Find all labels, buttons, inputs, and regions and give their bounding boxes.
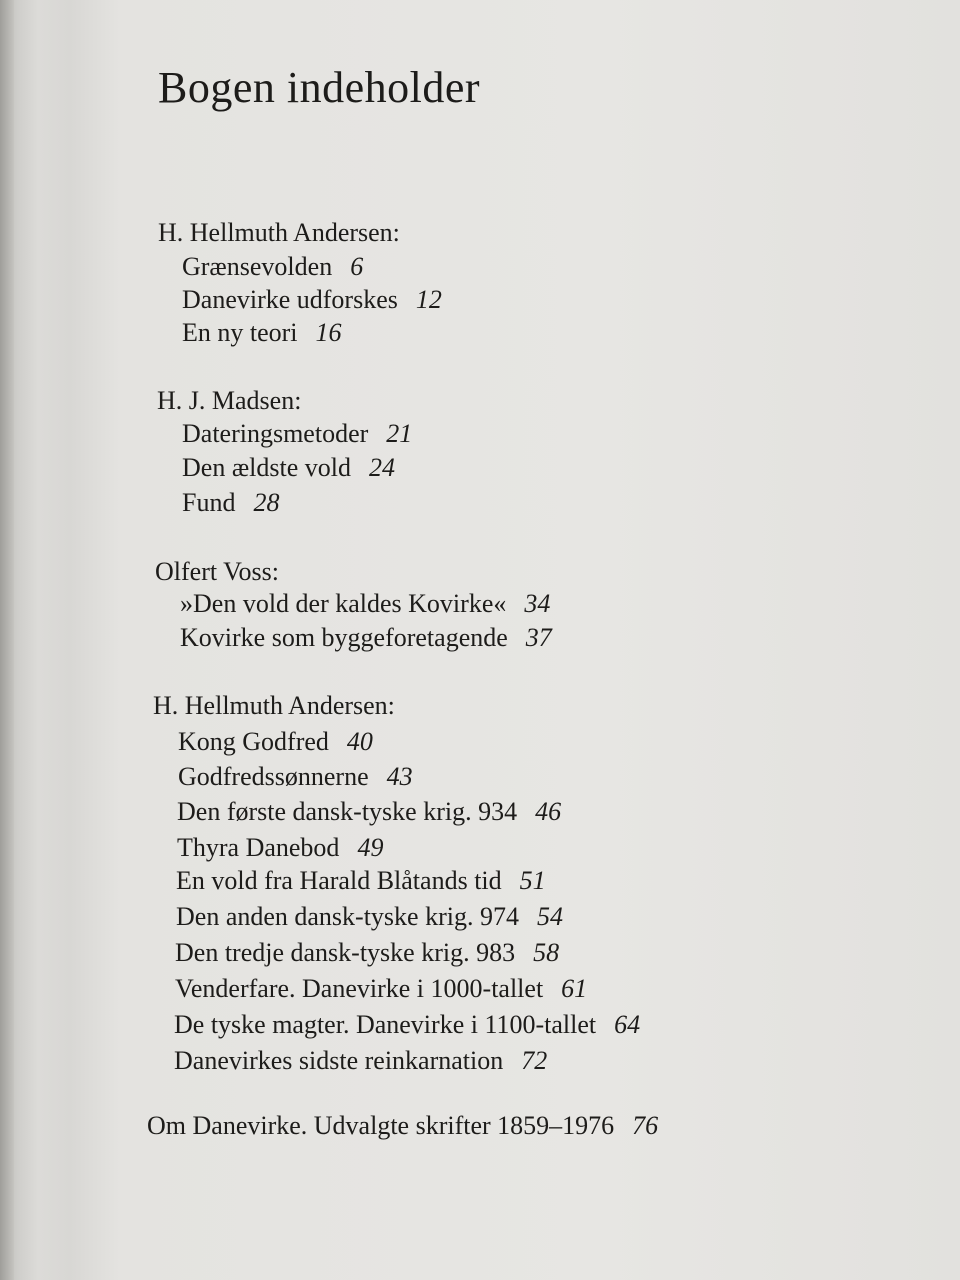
toc-entry — [176, 866, 546, 896]
toc-entry — [176, 902, 563, 932]
toc-entry — [180, 589, 550, 619]
section-author: Olfert Voss: — [155, 557, 279, 586]
entry-title: Fund — [182, 488, 236, 517]
entry-page: 76 — [632, 1111, 659, 1140]
entry-title: En ny teori — [182, 318, 298, 347]
entry-page: 43 — [386, 762, 413, 791]
entry-title: Danevirke udforskes — [182, 285, 398, 314]
entry-title: Den første dansk-tyske krig. 934 — [177, 797, 518, 826]
entry-page: 6 — [350, 252, 364, 281]
entry-page: 40 — [346, 727, 373, 756]
entry-page: 54 — [536, 902, 563, 931]
toc-entry — [182, 318, 342, 348]
toc-entry — [182, 285, 442, 315]
entry-page: 72 — [521, 1046, 548, 1075]
entry-page: 12 — [415, 285, 442, 314]
entry-page: 64 — [614, 1010, 641, 1039]
entry-page: 28 — [253, 488, 280, 517]
entry-page: 24 — [369, 453, 395, 482]
entry-title: Thyra Danebod — [177, 833, 340, 862]
entry-page: 37 — [525, 623, 552, 652]
toc-entry — [182, 453, 395, 483]
toc-entry — [180, 623, 552, 653]
entry-page: 61 — [561, 974, 588, 1003]
entry-title: Om Danevirke. Udvalgte skrifter 1859–1976 — [147, 1111, 615, 1140]
entry-title: Kovirke som byggeforetagende — [180, 623, 508, 652]
section-author: H. J. Madsen: — [157, 386, 302, 415]
entry-page: 34 — [524, 589, 551, 618]
entry-title: Den ældste vold — [182, 453, 351, 482]
entry-title: Danevirkes sidste reinkarnation — [174, 1046, 504, 1075]
toc-entry — [178, 762, 413, 792]
entry-title: En vold fra Harald Blåtands tid — [176, 866, 502, 895]
toc-entry — [174, 1010, 640, 1040]
entry-title: Den anden dansk-tyske krig. 974 — [176, 902, 519, 931]
toc-entry — [175, 974, 587, 1004]
toc-entry — [177, 797, 561, 827]
entry-title: De tyske magter. Danevirke i 1100-tallet — [174, 1010, 597, 1039]
entry-page: 46 — [535, 797, 562, 826]
entry-title: Grænsevolden — [182, 252, 333, 281]
toc-entry — [182, 252, 363, 282]
entry-page: 49 — [357, 833, 384, 862]
page-title: Bogen indeholder — [158, 63, 481, 112]
entry-page: 21 — [386, 419, 413, 448]
section-author: H. Hellmuth Andersen: — [158, 218, 400, 247]
entry-title: Godfredssønnerne — [178, 762, 369, 791]
entry-title: Kong Godfred — [178, 727, 329, 756]
entry-title: Den tredje dansk-tyske krig. 983 — [175, 938, 516, 967]
entry-page: 58 — [533, 938, 560, 967]
toc-entry — [177, 833, 383, 863]
toc-entry — [178, 727, 373, 757]
section-author: H. Hellmuth Andersen: — [153, 691, 395, 720]
toc-entry — [182, 419, 412, 449]
entry-page: 16 — [315, 318, 342, 347]
entry-title: Venderfare. Danevirke i 1000-tallet — [175, 974, 544, 1003]
entry-title: Dateringsmetoder — [182, 419, 369, 448]
toc-entry-final — [147, 1111, 658, 1141]
toc-entry — [175, 938, 559, 968]
toc-entry — [182, 488, 279, 518]
toc-entry — [174, 1046, 547, 1076]
entry-title: »Den vold der kaldes Kovirke« — [180, 589, 507, 618]
entry-page: 51 — [519, 866, 546, 895]
